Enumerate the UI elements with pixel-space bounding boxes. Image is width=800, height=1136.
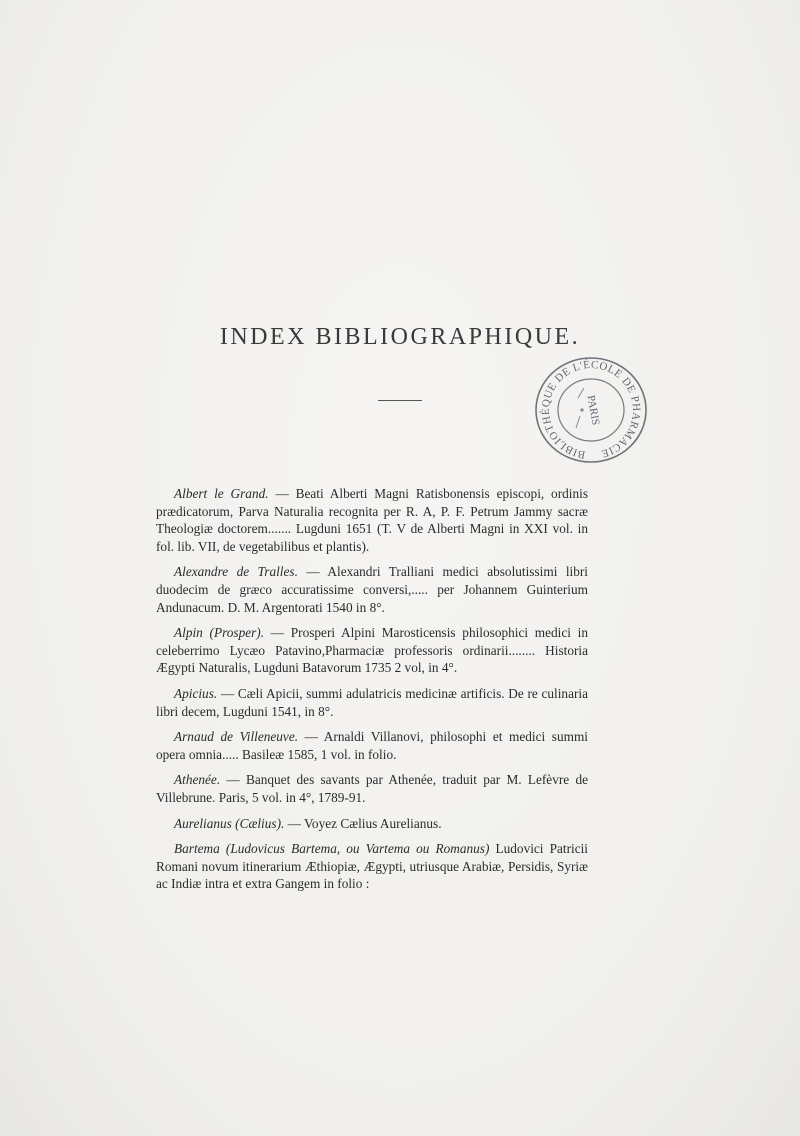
entry-author: Athenée. bbox=[174, 772, 221, 788]
library-stamp bbox=[532, 354, 650, 466]
svg-text:PARIS: PARIS bbox=[584, 394, 602, 427]
bibliography-entry bbox=[156, 485, 588, 555]
entry-author: Bartema (Ludovicus Bartema, ou Vartema ou Romanus) bbox=[174, 841, 490, 857]
entry-text: — Banquet des savants par Athenée, traduit par M. Lefèvre de Villebrune. Paris, 5 vol. in 4°, 1789-91. bbox=[156, 772, 588, 805]
entry-author: Arnaud de Villeneuve. bbox=[174, 729, 299, 745]
entry-text: — Cæli Apicii, summi adulatricis medicinæ artificis. De re culinaria libri decem, Lugduni 1541, in 8°. bbox=[156, 685, 588, 719]
stamp-seal-icon bbox=[532, 354, 650, 466]
title-divider bbox=[378, 400, 422, 401]
bibliography-entry bbox=[156, 771, 588, 806]
bibliography-entry bbox=[156, 624, 588, 677]
entry-author: Aurelianus (Cælius). bbox=[174, 815, 285, 831]
entry-text: — Prosperi Alpini Marosticensis philosophici medici in celeberrimo Lycæo Patavino,Pharmaciæ professoris ordinarii........ Historia Ægypti Naturalis, Lugduni Batavorum 1735 2 vol, in 4°. bbox=[156, 625, 588, 676]
entry-text: — Voyez Cælius Aurelianus. bbox=[284, 815, 442, 831]
bibliography-entry bbox=[156, 815, 588, 833]
bibliography-entry bbox=[156, 840, 588, 893]
entry-author: Alexandre de Tralles. bbox=[174, 564, 298, 580]
entry-text: Ludovici Patricii Romani novum itinerarium Æthiopiæ, Ægypti, utriusque Arabiæ, Persidis, Syriæ ac Indiæ intra et extra Gangem in folio : bbox=[156, 841, 589, 892]
entry-author: Albert le Grand. bbox=[174, 486, 269, 501]
entry-text: — Alexandri Tralliani medici absolutissimi libri duodecim de græco accuratissime conversi,..... per Johannem Guinterium Andunacum. D. M. Argentorati 1540 in 8°. bbox=[156, 564, 589, 615]
bibliography-list bbox=[156, 485, 588, 901]
entry-author: Alpin (Prosper). bbox=[174, 625, 265, 641]
entry-text: — Arnaldi Villanovi, philosophi et medici summi opera omnia..... Basileæ 1585, 1 vol. in folio. bbox=[156, 729, 588, 762]
entry-text: — Beati Alberti Magni Ratisbonensis episcopi, ordinis prædicatorum, Parva Naturalia recognita per R. A, P. F. Petrum Jammy sacræ Theologiæ doctorem....... Lugduni 1651 (T. V de Alberti Magni in XXI vol. in fol. lib. VII, de vegetabilibus et plantis). bbox=[156, 486, 588, 554]
bibliography-entry bbox=[156, 685, 588, 720]
bibliography-entry bbox=[156, 728, 588, 763]
entry-author: Apicius. bbox=[174, 685, 218, 701]
bibliography-entry bbox=[156, 563, 588, 616]
svg-text:BIBLIOTHÈQUE DE L'ÉCOLE DE PHA: BIBLIOTHÈQUE DE L'ÉCOLE DE PHARMACIE bbox=[539, 358, 643, 461]
page-title: INDEX BIBLIOGRAPHIQUE. bbox=[219, 324, 581, 351]
